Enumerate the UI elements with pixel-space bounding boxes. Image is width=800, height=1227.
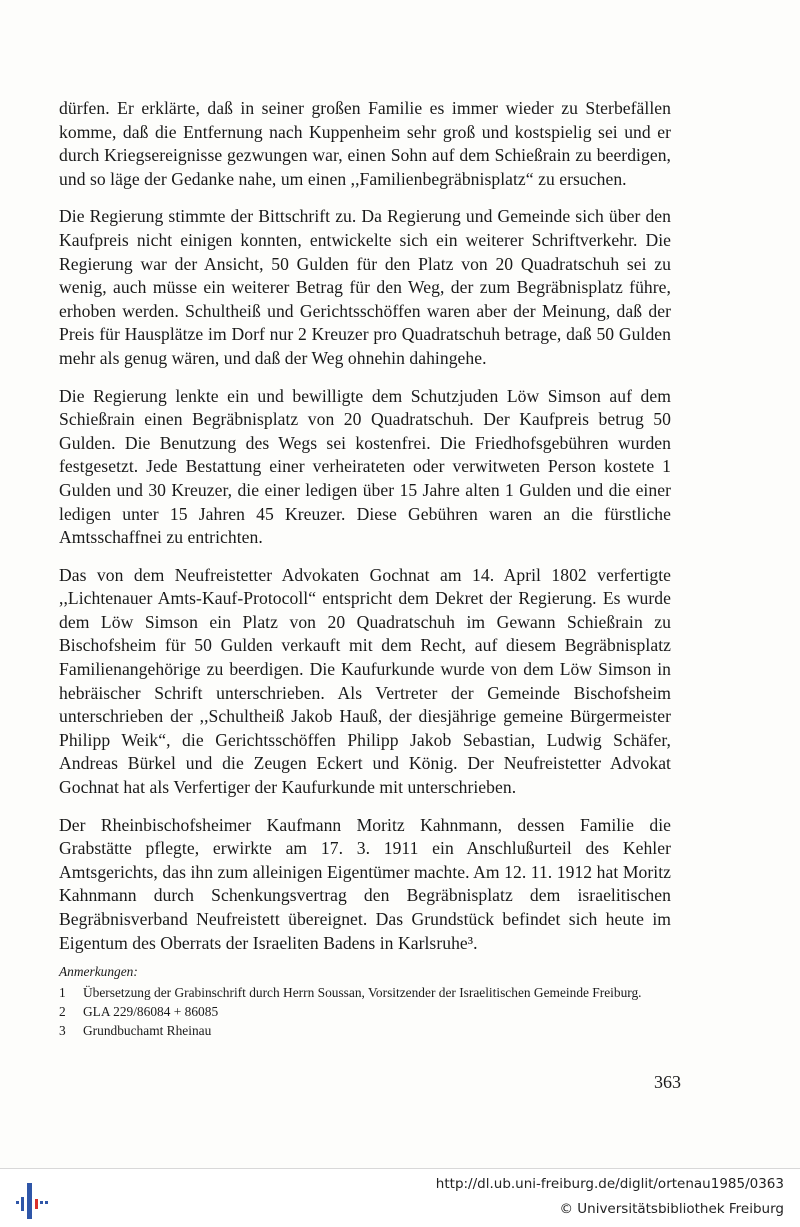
body-text	[59, 97, 671, 969]
paragraph-1: dürfen. Er erklärte, daß in seiner großen Familie es immer wieder zu Sterbefällen komme, daß die Entfernung nach Kuppenheim sehr groß und kostspielig sei und er durch Kriegsereignisse gezwungen war, einen Sohn auf dem Schießrain zu beerdigen, und so läge der Gedanke nahe, um einen ,,Familienbegräbnisplatz“ zu ersuchen.	[59, 98, 671, 189]
copyright-notice: © Universitätsbibliothek Freiburg	[559, 1201, 784, 1217]
footnote-item	[59, 1002, 671, 1021]
footnotes	[59, 962, 671, 1040]
footnotes-heading: Anmerkungen:	[59, 964, 138, 979]
footnote-item	[59, 1021, 671, 1040]
library-logo-icon	[12, 1179, 52, 1223]
footer-bar	[0, 1168, 800, 1227]
paragraph-2: Die Regierung stimmte der Bittschrift zu. Da Regierung und Gemeinde sich über den Kaufpreis nicht einigen konnten, entwickelte sich ein weiterer Schriftverkehr. Die Regierung war der Ansicht, 50 Gulden für den Platz von 20 Quadratschuh sei zu wenig, auch müsse ein weiterer Betrag für den Weg, der zum Begräbnisplatz führe, erhoben werden. Schultheiß und Gerichtsschöffen waren aber der Meinung, daß der Preis für Hausplätze im Dorf nur 2 Kreuzer pro Quadratschuh betrage, daß 50 Gulden mehr als genug wären, und daß der Weg ohnehin dahingehe.	[59, 206, 671, 368]
footnote-number: 1	[59, 985, 66, 1000]
footnote-number: 2	[59, 1004, 66, 1019]
footnote-text: Übersetzung der Grabinschrift durch Herrn Soussan, Vorsitzender der Israelitischen Gemeinde Freiburg.	[83, 985, 642, 1000]
footnote-item	[59, 983, 671, 1002]
page-number: 363	[654, 1072, 681, 1092]
footnote-text: GLA 229/86084 + 86085	[83, 1004, 219, 1019]
footnote-number: 3	[59, 1023, 66, 1038]
paragraph-5: Der Rheinbischofsheimer Kaufmann Moritz Kahnmann, dessen Familie die Grabstätte pflegte, erwirkte am 17. 3. 1911 ein Anschlußurteil des Kehler Amtsgerichts, das ihn zum alleinigen Eigentümer machte. Am 12. 11. 1912 hat Moritz Kahnmann durch Schenkungsvertrag den Begräbnisplatz dem israelitischen Begräbnisverband Neufreistett übereignet. Das Grundstück befindet sich heute im Eigentum des Oberrats der Israeliten Badens in Karlsruhe³.	[59, 814, 671, 953]
footnote-text: Grundbuchamt Rheinau	[83, 1023, 212, 1038]
paragraph-4: Das von dem Neufreistetter Advokaten Gochnat am 14. April 1802 verfertigte ,,Lichtenauer Amts-Kauf-Protocoll“ entspricht dem Dekret der Regierung. Es wurde dem Löw Simson ein Platz von 20 Quadratschuh im Gewann Schießrain zu Bischofsheim für 50 Gulden verkauft mit dem Recht, auf diesem Begräbnisplatz Familienangehörige zu beerdigen. Die Kaufurkunde wurde von dem Löw Simson in hebräischer Schrift unterschrieben. Als Vertreter der Gemeinde Bischofsheim unterschrieben der ,,Schultheiß Jakob Hauß, der diesjährige gemeine Bürgermeister Philipp Weik“, die Gerichtsschöffen Philipp Jakob Sebastian, Ludwig Schäfer, Andreas Bürkel und die Zeugen Eckert und König. Der Neufreistetter Advokat Gochnat hat als Verfertiger der Kaufurkunde mit unterschrieben.	[59, 564, 671, 798]
paragraph-3: Die Regierung lenkte ein und bewilligte dem Schutzjuden Löw Simson auf dem Schießrain einen Begräbnisplatz von 20 Quadratschuh. Der Kaufpreis betrug 50 Gulden. Die Benutzung des Wegs sei kostenfrei. Die Friedhofsgebühren wurden festgesetzt. Jede Bestattung einer verheirateten oder verwitweten Person kostete 1 Gulden und 30 Kreuzer, die einer ledigen über 15 Jahre alten 1 Gulden und die einer ledigen unter 15 Jahren 45 Kreuzer. Diese Gebühren waren an die fürstliche Amtsschaffnei zu entrichten.	[59, 385, 671, 548]
permalink-url[interactable]: http://dl.ub.uni-freiburg.de/diglit/ortenau1985/0363	[435, 1176, 784, 1192]
